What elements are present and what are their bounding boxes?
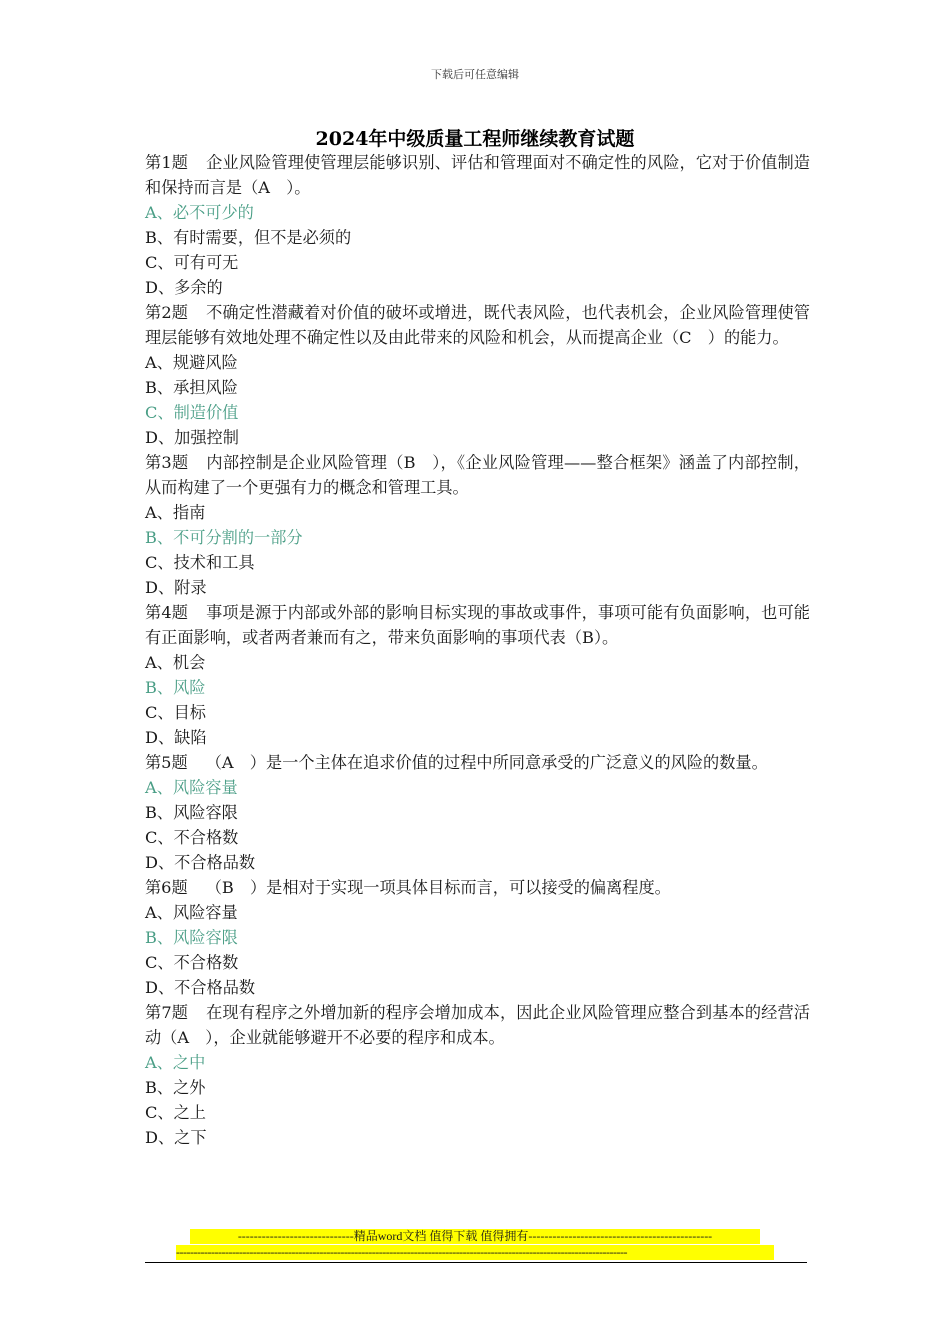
question-stem bbox=[145, 1000, 810, 1050]
correct-answer-option: A、必不可少的 bbox=[145, 203, 254, 222]
answer-option: D、不合格品数 bbox=[145, 978, 256, 997]
question-block bbox=[145, 150, 810, 300]
answer-option: C、可有可无 bbox=[145, 253, 239, 272]
answer-option: D、之下 bbox=[145, 1128, 207, 1147]
correct-answer-option: B、不可分割的一部分 bbox=[145, 528, 303, 547]
answer-option: C、目标 bbox=[145, 703, 206, 722]
question-number: 第3题 bbox=[145, 453, 189, 472]
question-stem bbox=[145, 600, 810, 650]
answer-option: A、指南 bbox=[145, 503, 206, 522]
answer-option: A、规避风险 bbox=[145, 353, 238, 372]
correct-answer-option: B、风险 bbox=[145, 678, 206, 697]
document-title: 2024年中级质量工程师继续教育试题 bbox=[315, 128, 635, 150]
question-number: 第5题 bbox=[145, 753, 188, 772]
answer-option: D、缺陷 bbox=[145, 728, 207, 747]
correct-answer-option: A、风险容量 bbox=[145, 778, 238, 797]
question-block bbox=[145, 300, 810, 450]
answer-option: D、附录 bbox=[145, 578, 207, 597]
question-block bbox=[145, 875, 810, 1000]
question-number: 第1题 bbox=[145, 153, 189, 172]
question-text: （A ）是一个主体在追求价值的过程中所同意承受的广泛意义的风险的数量。 bbox=[205, 753, 768, 772]
footer-banner-line-2: --------------------------------------------------------------------------------------------------------------------------------- bbox=[176, 1245, 774, 1260]
question-block bbox=[145, 450, 810, 600]
question-block bbox=[145, 600, 810, 750]
answer-option: C、不合格数 bbox=[145, 828, 239, 847]
footer-banner-line-1: -----------------------------精品word文档 值得下载 值得拥有---------------------------------------------- bbox=[190, 1229, 760, 1244]
answer-option: B、之外 bbox=[145, 1078, 206, 1097]
correct-answer-option: B、风险容限 bbox=[145, 928, 238, 947]
answer-option: C、之上 bbox=[145, 1103, 206, 1122]
question-text: 不确定性潜藏着对价值的破坏或增进，既代表风险，也代表机会，企业风险管理使管理层能够有效地处理不确定性以及由此带来的风险和机会，从而提高企业（C ）的能力。 bbox=[145, 303, 810, 347]
question-stem bbox=[145, 750, 810, 775]
answer-option: B、风险容限 bbox=[145, 803, 238, 822]
question-stem bbox=[145, 875, 810, 900]
answer-option: B、承担风险 bbox=[145, 378, 238, 397]
correct-answer-option: A、之中 bbox=[145, 1053, 206, 1072]
question-number: 第2题 bbox=[145, 303, 189, 322]
question-stem bbox=[145, 300, 810, 350]
answer-option: D、不合格品数 bbox=[145, 853, 256, 872]
correct-answer-option: C、制造价值 bbox=[145, 403, 239, 422]
question-number: 第4题 bbox=[145, 603, 189, 622]
answer-option: A、机会 bbox=[145, 653, 206, 672]
question-block bbox=[145, 750, 810, 875]
footer-divider bbox=[145, 1262, 807, 1263]
question-text: 在现有程序之外增加新的程序会增加成本，因此企业风险管理应整合到基本的经营活动（A ），企业就能够避开不必要的程序和成本。 bbox=[145, 1003, 810, 1047]
answer-option: D、加强控制 bbox=[145, 428, 239, 447]
question-list bbox=[145, 150, 810, 1150]
answer-option: C、不合格数 bbox=[145, 953, 239, 972]
question-text: 内部控制是企业风险管理（B ），《企业风险管理——整合框架》涵盖了内部控制，从而构建了一个更强有力的概念和管理工具。 bbox=[145, 453, 810, 497]
answer-option: D、多余的 bbox=[145, 278, 223, 297]
question-block bbox=[145, 1000, 810, 1150]
question-stem bbox=[145, 450, 810, 500]
question-stem bbox=[145, 150, 810, 200]
answer-option: A、风险容量 bbox=[145, 903, 238, 922]
question-number: 第6题 bbox=[145, 878, 188, 897]
header-note: 下载后可任意编辑 bbox=[431, 68, 519, 81]
question-number: 第7题 bbox=[145, 1003, 189, 1022]
question-text: （B ）是相对于实现一项具体目标而言，可以接受的偏离程度。 bbox=[205, 878, 671, 897]
question-text: 事项是源于内部或外部的影响目标实现的事故或事件，事项可能有负面影响，也可能有正面影响，或者两者兼而有之，带来负面影响的事项代表（B）。 bbox=[145, 603, 810, 647]
answer-option: C、技术和工具 bbox=[145, 553, 255, 572]
answer-option: B、有时需要，但不是必须的 bbox=[145, 228, 352, 247]
question-text: 企业风险管理使管理层能够识别、评估和管理面对不确定性的风险，它对于价值制造和保持而言是（A ）。 bbox=[145, 153, 810, 197]
